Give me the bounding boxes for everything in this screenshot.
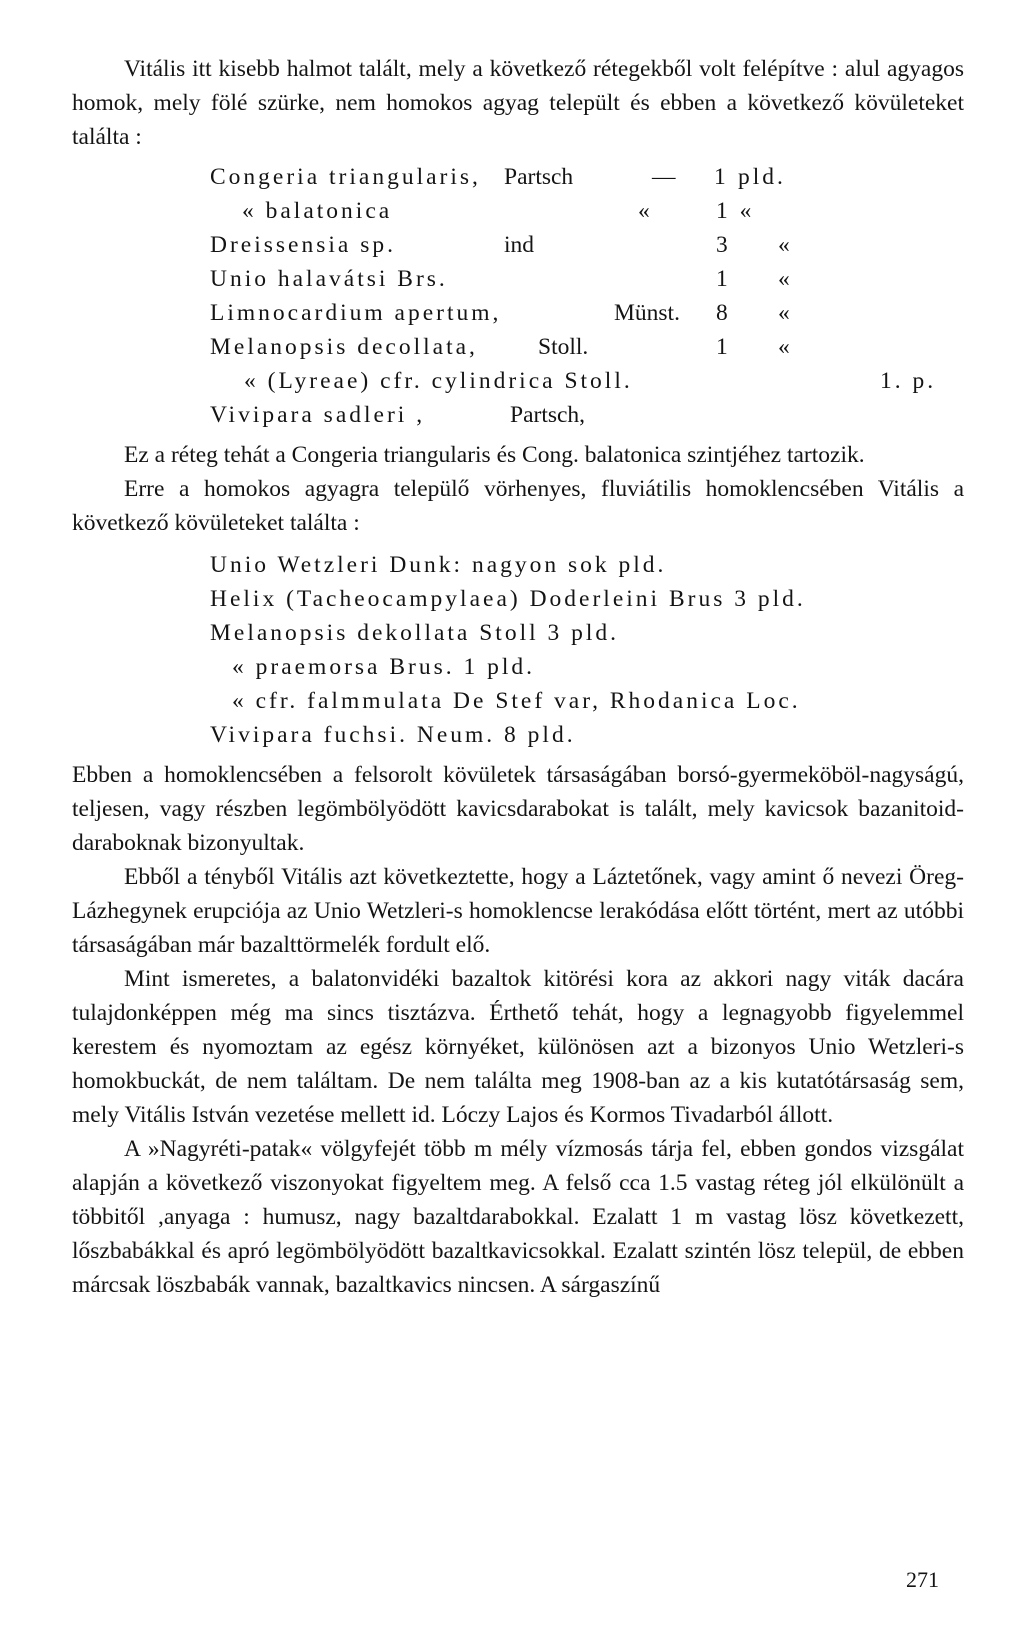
fossil-row: Helix (Tacheocampylaea) Doderleini Brus 3 pld. xyxy=(210,586,806,612)
fossil-name: Limnocardium apertum, xyxy=(210,300,502,326)
fossil-row: Vivipara fuchsi. Neum. 8 pld. xyxy=(210,722,576,748)
fossil-item xyxy=(72,330,964,364)
fossil-row: Unio Wetzleri Dunk: nagyon sok pld. xyxy=(210,552,667,578)
fossil-name: Dreissensia sp. xyxy=(210,232,396,258)
paragraph-nagyret-stream: A »Nagyréti-patak« völgyfejét több m mély vízmosás tárja fel, ebben gondos vizsgálat alapján a következő viszonyokat figyeltem meg. A felső cca 1.5 vastag réteg jól elkülönült a többitől ,anyaga : humusz, nagy bazaltdarabokkal. Ezalatt 1 m vastag lösz következett, lőszbabákkal és apró legömbölyödött bazaltkavicsokkal. Ezalatt szintén lösz települ, de ebben márcsak löszbabák vannak, bazaltkavics nincsen. A sárgaszínű xyxy=(72,1136,964,1298)
fossil-list-1 xyxy=(72,160,964,432)
paragraph-basalt-age: Mint ismeretes, a balatonvidéki bazaltok kitörési kora az akkori nagy viták dacára tulajdonképpen még ma sincs tisztázva. Érthető tehát, hogy a legnagyobb figyelemmel kerestem és nyomoztam az egész környéket, különösen azt a bizonyos Unio Wetzleri-s homokbuckát, de nem találtam. De nem találta meg 1908-ban az a kis kutatótársaság sem, mely Vitális István vezetése mellett id. Lóczy Lajos és Kormos Tivadarból állott. xyxy=(72,966,964,1128)
fossil-count: 3 xyxy=(716,232,728,258)
fossil-item xyxy=(72,228,964,262)
paragraph-pebbles: Ebben a homoklencsében a felsorolt kövületek társaságában borsó-gyermeköböl-nagyságú, teljesen, vagy részben legömbölyödött kavicsdarabokat is talált, mely kavicsok bazanitoid-daraboknak bizonyultak. xyxy=(72,762,964,856)
fossil-count: 1 xyxy=(716,334,728,360)
fossil-author: Stoll. xyxy=(538,334,589,360)
fossil-author: Münst. xyxy=(614,300,680,326)
fossil-unit: « xyxy=(778,232,790,258)
fossil-name: « balatonica xyxy=(242,198,393,224)
fossil-count: « xyxy=(638,198,650,224)
fossil-unit: 1 « xyxy=(716,198,755,224)
paragraph-conclusion: Ez a réteg tehát a Congeria triangularis és Cong. balatonica szintjéhez tartozik. xyxy=(124,442,865,468)
fossil-unit: 1. p. xyxy=(880,368,937,394)
paragraph-intro: Vitális itt kisebb halmot talált, mely a következő rétegekből volt felépítve : alul agyagos homok, mely fölé szürke, nem homokos agyag települt és ebben a következő kövületeket találta : xyxy=(72,56,964,150)
fossil-unit: « xyxy=(778,266,790,292)
fossil-count: 8 xyxy=(716,300,728,326)
fossil-item xyxy=(72,194,964,228)
fossil-dash: — xyxy=(652,164,676,190)
fossil-item xyxy=(72,398,964,432)
fossil-author: Partsch, xyxy=(510,402,586,428)
fossil-name: Vivipara sadleri , xyxy=(210,402,426,428)
fossil-unit: « xyxy=(778,334,790,360)
fossil-name: Unio halavátsi Brs. xyxy=(210,266,448,292)
fossil-item xyxy=(72,262,964,296)
fossil-name: « (Lyreae) cfr. cylindrica Stoll. xyxy=(244,368,633,394)
paragraph-sand-lens: Erre a homokos agyagra települő vörhenyes, fluviátilis homoklencsében Vitális a következő kövületeket találta : xyxy=(72,476,964,536)
fossil-row: « cfr. falmmulata De Stef var, Rhodanica Loc. xyxy=(232,688,801,714)
fossil-item xyxy=(72,364,964,398)
fossil-row: Melanopsis dekollata Stoll 3 pld. xyxy=(210,620,620,646)
fossil-name: Congeria triangularis, xyxy=(210,164,481,190)
fossil-item xyxy=(72,160,964,194)
fossil-author: Partsch xyxy=(504,164,574,190)
fossil-name: Melanopsis decollata, xyxy=(210,334,478,360)
fossil-list-2 xyxy=(210,548,964,752)
fossil-row: « praemorsa Brus. 1 pld. xyxy=(232,654,536,680)
fossil-unit: « xyxy=(778,300,790,326)
page-text xyxy=(72,52,964,1302)
paragraph-eruption: Ebből a tényből Vitális azt következtette, hogy a Láztetőnek, vagy amint ő nevezi Öreg-Lázhegynek erupciója az Unio Wetzleri-s homoklencse lerakódása előtt történt, mert az utóbbi társaságában már bazalttörmelék fordult elő. xyxy=(72,864,964,958)
fossil-count: 1 xyxy=(714,164,726,190)
fossil-count: 1 xyxy=(716,266,728,292)
fossil-author: ind xyxy=(504,232,535,258)
fossil-unit: pld. xyxy=(738,164,786,190)
fossil-item xyxy=(72,296,964,330)
page-number: 271 xyxy=(906,1567,939,1592)
